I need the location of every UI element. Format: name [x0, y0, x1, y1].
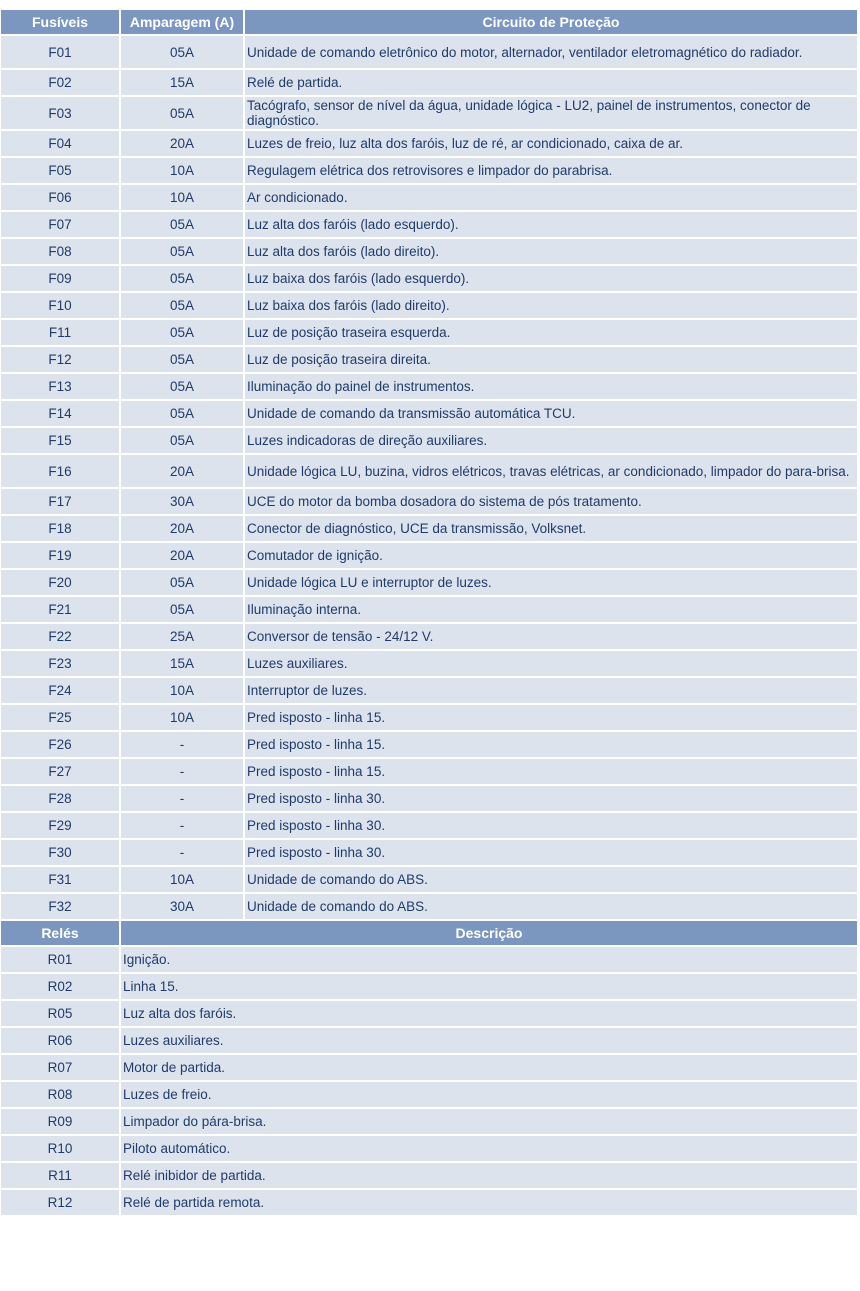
fuse-amperage: 20A [121, 455, 243, 489]
table-row [1, 867, 857, 894]
fuse-circuit: Luz baixa dos faróis (lado direito). [245, 293, 857, 320]
relay-description: Luzes de freio. [121, 1082, 857, 1109]
fuse-amperage: 05A [121, 347, 243, 374]
table-row [1, 1055, 857, 1082]
fuse-id: F30 [1, 840, 119, 867]
fuse-amperage: - [121, 786, 243, 813]
table-row [1, 840, 857, 867]
table-row [1, 947, 857, 974]
fuse-circuit: Unidade de comando eletrônico do motor, alternador, ventilador eletromagnético do radiador. [245, 36, 857, 70]
fuse-circuit: Relé de partida. [245, 70, 857, 97]
table-row [1, 705, 857, 732]
fuse-circuit: Iluminação interna. [245, 597, 857, 624]
table-row [1, 543, 857, 570]
table-row [1, 1163, 857, 1190]
table-row [1, 347, 857, 374]
fuse-circuit: Unidade de comando do ABS. [245, 867, 857, 894]
fuse-amperage: - [121, 813, 243, 840]
fuse-id: F09 [1, 266, 119, 293]
fuse-amperage: 10A [121, 185, 243, 212]
table-row [1, 239, 857, 266]
fuse-amperage: 10A [121, 158, 243, 185]
fuse-id: F19 [1, 543, 119, 570]
relay-id: R07 [1, 1055, 119, 1082]
fuse-id: F20 [1, 570, 119, 597]
fuse-id: F08 [1, 239, 119, 266]
relay-description: Relé de partida remota. [121, 1190, 857, 1217]
fuse-circuit: Luz baixa dos faróis (lado esquerdo). [245, 266, 857, 293]
fuse-id: F17 [1, 489, 119, 516]
fuse-circuit: Unidade lógica LU, buzina, vidros elétricos, travas elétricas, ar condicionado, limpador do para-brisa. [245, 455, 857, 489]
header-fusiveis: Fusíveis [1, 10, 119, 36]
fuse-circuit: Pred isposto - linha 15. [245, 732, 857, 759]
fuse-amperage: 05A [121, 36, 243, 70]
header-reles: Relés [1, 921, 119, 947]
fuse-amperage: 10A [121, 705, 243, 732]
fuse-amperage: 05A [121, 293, 243, 320]
relay-description: Luz alta dos faróis. [121, 1001, 857, 1028]
table-row [1, 597, 857, 624]
relay-id: R02 [1, 974, 119, 1001]
fuse-circuit: Unidade de comando da transmissão automática TCU. [245, 401, 857, 428]
fuse-id: F10 [1, 293, 119, 320]
fuse-amperage: 05A [121, 320, 243, 347]
fuse-circuit: Luz alta dos faróis (lado direito). [245, 239, 857, 266]
fuse-amperage: 20A [121, 543, 243, 570]
fuse-amperage: 05A [121, 97, 243, 131]
table-row [1, 266, 857, 293]
fuse-id: F01 [1, 36, 119, 70]
relay-table-body [1, 947, 857, 1217]
fuse-table [0, 10, 859, 1217]
fuse-circuit: Luzes de freio, luz alta dos faróis, luz de ré, ar condicionado, caixa de ar. [245, 131, 857, 158]
table-row [1, 1190, 857, 1217]
fuse-id: F25 [1, 705, 119, 732]
fuse-circuit: Pred isposto - linha 15. [245, 759, 857, 786]
table-row [1, 570, 857, 597]
fuse-amperage: 05A [121, 597, 243, 624]
header-amparagem: Amparagem (A) [121, 10, 243, 36]
fuse-circuit: Luz alta dos faróis (lado esquerdo). [245, 212, 857, 239]
fuse-circuit: Unidade de comando do ABS. [245, 894, 857, 921]
fuse-amperage: 30A [121, 489, 243, 516]
fuse-amperage: 15A [121, 70, 243, 97]
table-row [1, 732, 857, 759]
fuse-amperage: - [121, 732, 243, 759]
fuse-amperage: 05A [121, 401, 243, 428]
relay-id: R06 [1, 1028, 119, 1055]
fuse-circuit: Luz de posição traseira direita. [245, 347, 857, 374]
table-row [1, 516, 857, 543]
table-row [1, 293, 857, 320]
fuse-circuit: Pred isposto - linha 30. [245, 786, 857, 813]
relay-table-header [1, 921, 857, 947]
relay-id: R10 [1, 1136, 119, 1163]
fuse-id: F14 [1, 401, 119, 428]
fuse-circuit: Interruptor de luzes. [245, 678, 857, 705]
table-row [1, 974, 857, 1001]
table-row [1, 678, 857, 705]
fuse-id: F23 [1, 651, 119, 678]
fuse-amperage: 20A [121, 516, 243, 543]
fuse-id: F16 [1, 455, 119, 489]
fuse-id: F13 [1, 374, 119, 401]
table-row [1, 185, 857, 212]
fuse-id: F06 [1, 185, 119, 212]
fuse-amperage: 25A [121, 624, 243, 651]
fuse-circuit: Unidade lógica LU e interruptor de luzes. [245, 570, 857, 597]
table-row [1, 374, 857, 401]
relay-id: R08 [1, 1082, 119, 1109]
fuse-circuit: Comutador de ignição. [245, 543, 857, 570]
fuse-id: F22 [1, 624, 119, 651]
fuse-relay-document [0, 10, 858, 1217]
relay-description: Ignição. [121, 947, 857, 974]
relay-description: Motor de partida. [121, 1055, 857, 1082]
fuse-circuit: UCE do motor da bomba dosadora do sistema de pós tratamento. [245, 489, 857, 516]
table-row [1, 759, 857, 786]
fuse-id: F04 [1, 131, 119, 158]
table-row [1, 158, 857, 185]
fuse-circuit: Tacógrafo, sensor de nível da água, unidade lógica - LU2, painel de instrumentos, conector de diagnóstico. [245, 97, 857, 131]
fuse-amperage: 05A [121, 570, 243, 597]
relay-description: Piloto automático. [121, 1136, 857, 1163]
table-row [1, 624, 857, 651]
table-row [1, 320, 857, 347]
fuse-id: F28 [1, 786, 119, 813]
fuse-amperage: - [121, 840, 243, 867]
table-row [1, 1109, 857, 1136]
fuse-id: F26 [1, 732, 119, 759]
fuse-id: F27 [1, 759, 119, 786]
table-row [1, 131, 857, 158]
fuse-amperage: 05A [121, 428, 243, 455]
relay-id: R11 [1, 1163, 119, 1190]
table-row [1, 1001, 857, 1028]
fuse-id: F29 [1, 813, 119, 840]
fuse-circuit: Luzes auxiliares. [245, 651, 857, 678]
table-row [1, 401, 857, 428]
table-row [1, 455, 857, 489]
fuse-id: F18 [1, 516, 119, 543]
fuse-circuit: Pred isposto - linha 15. [245, 705, 857, 732]
relay-id: R01 [1, 947, 119, 974]
table-row [1, 36, 857, 70]
fuse-circuit: Iluminação do painel de instrumentos. [245, 374, 857, 401]
table-row [1, 70, 857, 97]
relay-id: R09 [1, 1109, 119, 1136]
relay-description: Luzes auxiliares. [121, 1028, 857, 1055]
fuse-table-header [1, 10, 857, 36]
fuse-id: F15 [1, 428, 119, 455]
relay-description: Relé inibidor de partida. [121, 1163, 857, 1190]
table-row [1, 894, 857, 921]
table-row [1, 651, 857, 678]
fuse-amperage: 05A [121, 266, 243, 293]
fuse-amperage: 30A [121, 894, 243, 921]
fuse-id: F31 [1, 867, 119, 894]
fuse-table-body [1, 36, 857, 921]
fuse-id: F03 [1, 97, 119, 131]
fuse-circuit: Pred isposto - linha 30. [245, 813, 857, 840]
fuse-id: F12 [1, 347, 119, 374]
table-row [1, 1136, 857, 1163]
fuse-circuit: Luz de posição traseira esquerda. [245, 320, 857, 347]
relay-description: Limpador do pára-brisa. [121, 1109, 857, 1136]
fuse-circuit: Luzes indicadoras de direção auxiliares. [245, 428, 857, 455]
table-row [1, 1082, 857, 1109]
table-row [1, 489, 857, 516]
fuse-amperage: 05A [121, 212, 243, 239]
relay-description: Linha 15. [121, 974, 857, 1001]
fuse-id: F21 [1, 597, 119, 624]
fuse-circuit: Regulagem elétrica dos retrovisores e limpador do parabrisa. [245, 158, 857, 185]
fuse-id: F05 [1, 158, 119, 185]
relay-id: R12 [1, 1190, 119, 1217]
fuse-circuit: Ar condicionado. [245, 185, 857, 212]
table-row [1, 786, 857, 813]
fuse-amperage: 10A [121, 678, 243, 705]
relay-id: R05 [1, 1001, 119, 1028]
fuse-amperage: 15A [121, 651, 243, 678]
fuse-id: F24 [1, 678, 119, 705]
fuse-circuit: Conversor de tensão - 24/12 V. [245, 624, 857, 651]
fuse-id: F32 [1, 894, 119, 921]
header-circuito: Circuito de Proteção [245, 10, 857, 36]
fuse-id: F02 [1, 70, 119, 97]
fuse-id: F11 [1, 320, 119, 347]
fuse-id: F07 [1, 212, 119, 239]
fuse-circuit: Conector de diagnóstico, UCE da transmissão, Volksnet. [245, 516, 857, 543]
table-row [1, 212, 857, 239]
table-row [1, 1028, 857, 1055]
fuse-amperage: 20A [121, 131, 243, 158]
fuse-amperage: 10A [121, 867, 243, 894]
table-row [1, 97, 857, 131]
table-row [1, 813, 857, 840]
fuse-amperage: - [121, 759, 243, 786]
header-descricao: Descrição [121, 921, 857, 947]
fuse-amperage: 05A [121, 374, 243, 401]
fuse-circuit: Pred isposto - linha 30. [245, 840, 857, 867]
table-row [1, 428, 857, 455]
fuse-amperage: 05A [121, 239, 243, 266]
